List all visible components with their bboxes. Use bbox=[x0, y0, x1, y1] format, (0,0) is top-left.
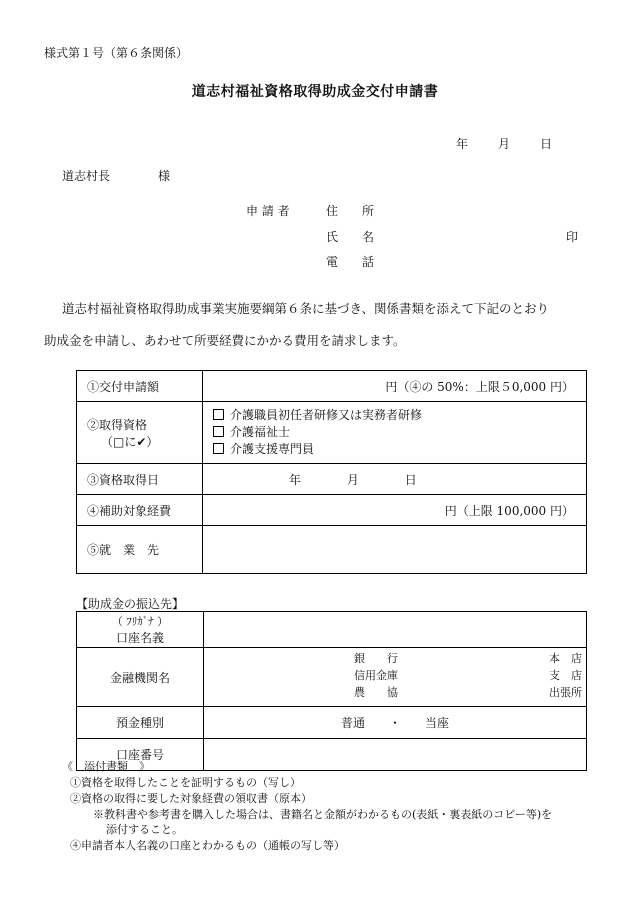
branch-office: 出張所 bbox=[549, 686, 582, 699]
qualification-options bbox=[203, 402, 587, 464]
date-day: 日 bbox=[540, 137, 553, 151]
attachment-note-cont: 添付すること。 bbox=[106, 823, 183, 836]
institution-field[interactable] bbox=[204, 648, 587, 707]
date-month: 月 bbox=[498, 137, 511, 151]
applicant-phone: 電 話 bbox=[326, 255, 375, 269]
bank-type-bank: 銀 行 bbox=[354, 652, 398, 665]
workplace-label: ⑤就 業 先 bbox=[77, 526, 203, 574]
deposit-type-label: 預金種別 bbox=[77, 707, 204, 739]
branch-head: 本 店 bbox=[549, 652, 582, 665]
attachments-heading: 《 添付書類 》 bbox=[62, 760, 150, 773]
option-initial-training[interactable]: 介護職員初任者研修又は実務者研修 bbox=[203, 407, 586, 424]
acquisition-date-field[interactable]: 年 月 日 bbox=[203, 464, 587, 495]
applicant-address: 住 所 bbox=[326, 204, 375, 218]
account-name-label-cell bbox=[77, 612, 204, 648]
account-number-label: 口座番号 bbox=[77, 739, 204, 771]
attachment-note: ※教科書や参考書を購入した場合は、書籍名と金額がわかるもの(表紙・裏表紙のコピー等)を bbox=[93, 808, 553, 821]
subsidy-cost-value[interactable]: 円（上限 100,000 円） bbox=[203, 495, 587, 526]
checkbox-icon[interactable] bbox=[213, 426, 224, 437]
attachment-item-4: ④申請者本人名義の口座とわかるもの（通帳の写し等） bbox=[70, 839, 345, 852]
account-name-field[interactable] bbox=[204, 612, 587, 648]
form-number: 様式第１号（第６条関係） bbox=[44, 46, 189, 60]
applicant-name: 氏 名 bbox=[326, 230, 375, 244]
deposit-type-options[interactable]: 普通 ・ 当座 bbox=[204, 707, 587, 739]
option-care-worker[interactable]: 介護福祉士 bbox=[203, 424, 586, 441]
furigana-label: （ ﾌﾘｶﾞﾅ ） bbox=[111, 614, 169, 628]
intro-line-2: 助成金を申請し、あわせて所要経費にかかる費用を請求します。 bbox=[44, 333, 406, 348]
account-name-label: 口座名義 bbox=[115, 630, 164, 645]
attachment-item-2: ②資格の取得に要した対象経費の領収書（原本） bbox=[70, 792, 312, 805]
checkbox-icon[interactable] bbox=[213, 409, 224, 420]
bank-type-shinkin: 信用金庫 bbox=[354, 669, 398, 682]
addressee-honorific: 様 bbox=[158, 169, 171, 183]
qualification-label: ②取得資格 bbox=[87, 417, 148, 432]
intro-line-1: 道志村福祉資格取得助成事業実施要綱第６条に基づき、関係書類を添えて下記のとおり bbox=[62, 301, 550, 316]
account-number-field[interactable] bbox=[204, 739, 587, 771]
attachment-item-1: ①資格を取得したことを証明するもの（写し） bbox=[70, 776, 301, 789]
page-title: 道志村福祉資格取得助成金交付申請書 bbox=[191, 84, 439, 100]
application-table bbox=[76, 370, 587, 574]
addressee-name: 道志村長 bbox=[62, 169, 111, 183]
workplace-field[interactable] bbox=[203, 526, 587, 574]
seal-mark: 印 bbox=[566, 230, 579, 244]
qualification-label-cell bbox=[77, 402, 203, 464]
acquisition-date-label: ③資格取得日 bbox=[77, 464, 203, 495]
bank-heading: 【助成金の振込先】 bbox=[76, 597, 185, 611]
bank-type-nokyo: 農 協 bbox=[354, 686, 398, 699]
grant-amount-value[interactable]: 円（④の 50%：上限５0,000 円） bbox=[203, 371, 587, 402]
applicant-label: 申 請 者 bbox=[246, 204, 290, 218]
bank-table bbox=[76, 611, 587, 771]
branch-branch: 支 店 bbox=[549, 669, 582, 682]
grant-amount-label: ①交付申請額 bbox=[77, 371, 203, 402]
checkbox-icon[interactable] bbox=[213, 443, 224, 454]
subsidy-cost-label: ④補助対象経費 bbox=[77, 495, 203, 526]
date-year: 年 bbox=[456, 137, 469, 151]
institution-label: 金融機関名 bbox=[77, 648, 204, 707]
option-care-manager[interactable]: 介護支援専門員 bbox=[203, 441, 586, 458]
qualification-sub: （□に✔） bbox=[101, 434, 159, 449]
